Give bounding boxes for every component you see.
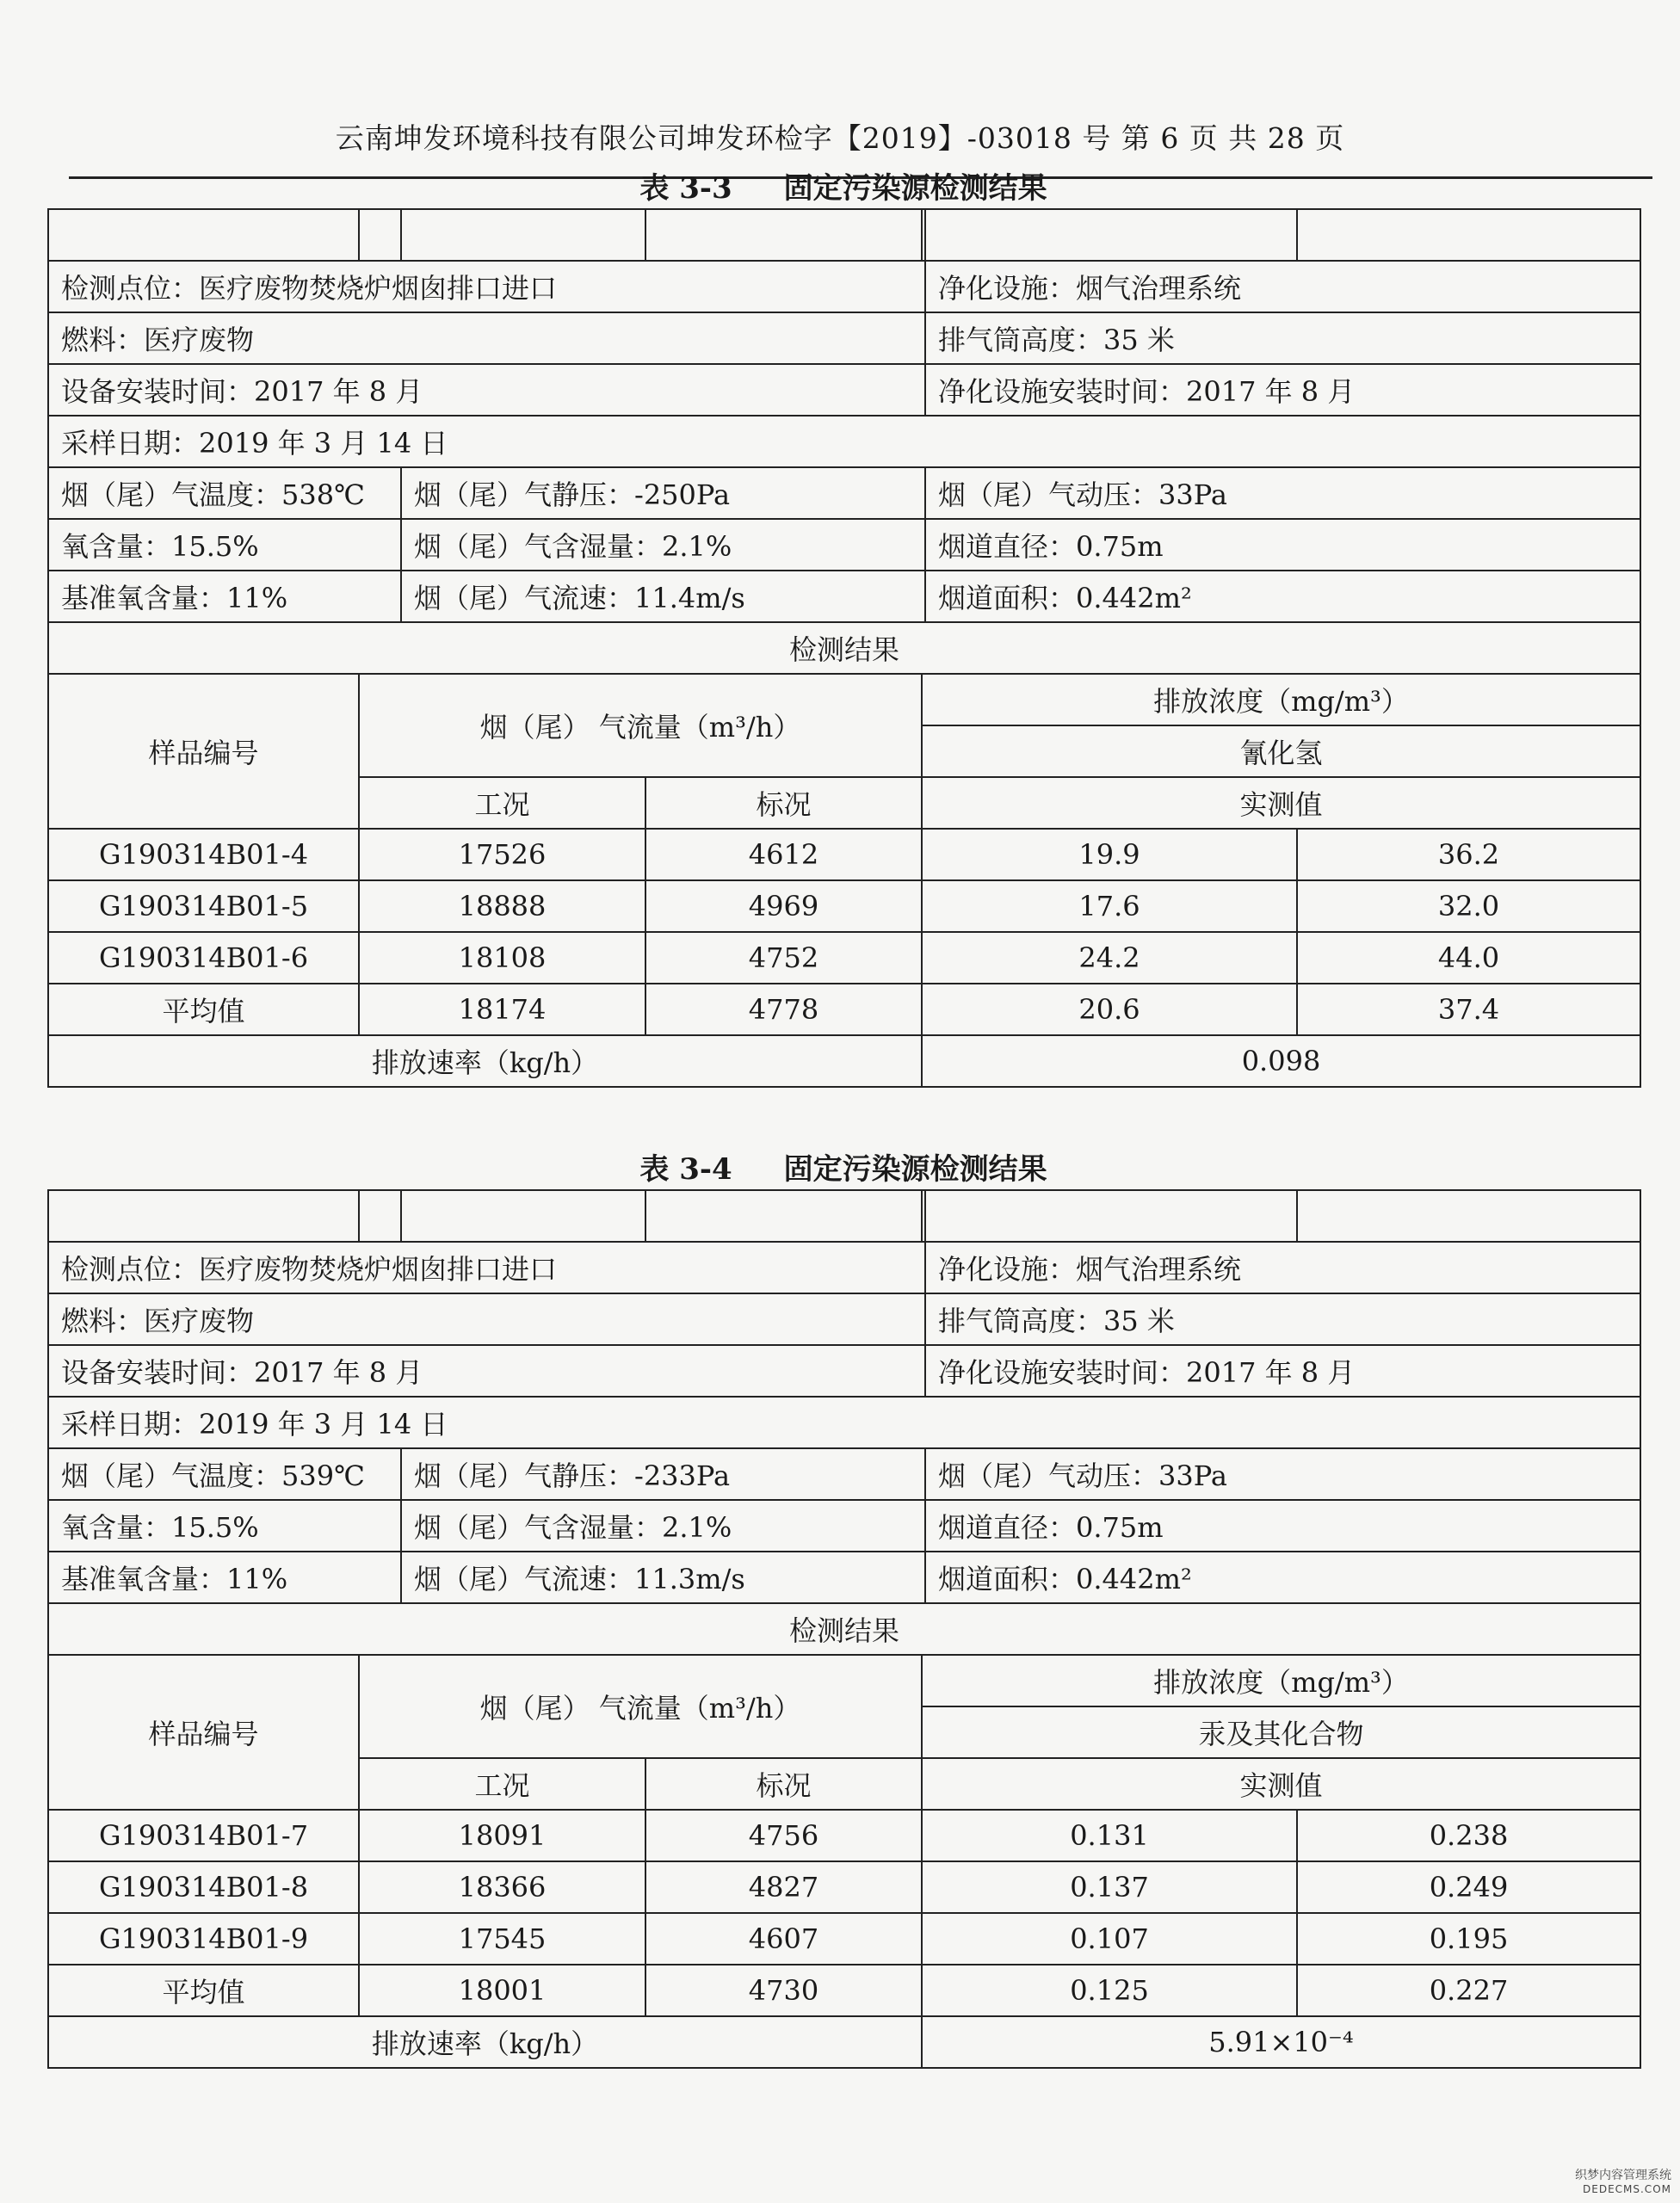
emission-rate-value: 0.098 <box>922 1035 1640 1087</box>
table-3-4-block <box>47 1150 1640 2069</box>
info-oxygen: 氧含量：15.5% <box>48 1500 401 1552</box>
info-ref-oxygen: 基准氧含量：11% <box>48 571 401 622</box>
info-fuel: 燃料：医疗废物 <box>48 1293 925 1345</box>
col-work-condition: 工况 <box>359 777 645 829</box>
info-dynamic-pressure: 烟（尾）气动压：33Pa <box>925 1448 1640 1500</box>
std-flow-cell: 4778 <box>645 984 922 1035</box>
sample-id-cell: G190314B01-8 <box>48 1861 359 1913</box>
results-label-row <box>48 1603 1640 1655</box>
info-point: 检测点位：医疗废物焚烧炉烟囱排口进口 <box>48 1242 925 1293</box>
info-diameter: 烟道直径：0.75m <box>925 519 1640 571</box>
info-row <box>48 571 1640 622</box>
info-row <box>48 1293 1640 1345</box>
sample-id-cell: G190314B01-6 <box>48 932 359 984</box>
info-area: 烟道面积：0.442m² <box>925 571 1640 622</box>
table-title-text: 固定污染源检测结果 <box>783 1152 1047 1187</box>
col-standard-condition: 标况 <box>645 777 922 829</box>
info-stack-height: 排气筒高度：35 米 <box>925 1293 1640 1345</box>
col-sample-id: 样品编号 <box>48 1655 359 1810</box>
info-diameter: 烟道直径：0.75m <box>925 1500 1640 1552</box>
std-flow-cell: 4752 <box>645 932 922 984</box>
converted-cell: 37.4 <box>1297 984 1640 1035</box>
table-row <box>48 880 1640 932</box>
rate-row <box>48 1035 1640 1087</box>
info-temp: 烟（尾）气温度：538℃ <box>48 467 401 519</box>
emission-rate-value: 5.91×10⁻⁴ <box>922 2016 1640 2068</box>
sample-id-cell: G190314B01-4 <box>48 829 359 880</box>
watermark-line2: DEDECMS.COM <box>1583 2183 1671 2195</box>
info-facility: 净化设施：烟气治理系统 <box>925 261 1640 312</box>
info-facility-install: 净化设施安装时间：2017 年 8 月 <box>925 1345 1640 1397</box>
info-moisture: 烟（尾）气含湿量：2.1% <box>401 519 925 571</box>
sample-id-cell: 平均值 <box>48 984 359 1035</box>
result-table <box>47 1189 1641 2069</box>
col-pollutant: 汞及其化合物 <box>922 1706 1640 1758</box>
info-stack-height: 排气筒高度：35 米 <box>925 312 1640 364</box>
measured-cell: 0.125 <box>922 1965 1297 2016</box>
info-row <box>48 1552 1640 1603</box>
info-sample-date: 采样日期：2019 年 3 月 14 日 <box>48 416 1640 467</box>
info-moisture: 烟（尾）气含湿量：2.1% <box>401 1500 925 1552</box>
work-flow-cell: 18888 <box>359 880 645 932</box>
info-install-time: 设备安装时间：2017 年 8 月 <box>48 1345 925 1397</box>
info-row <box>48 1397 1640 1448</box>
rate-row <box>48 2016 1640 2068</box>
results-label: 检测结果 <box>48 1603 1640 1655</box>
table-row <box>48 829 1640 880</box>
table-row <box>48 1861 1640 1913</box>
col-flow: 烟（尾） 气流量（m³/h） <box>359 674 922 777</box>
table-row <box>48 1965 1640 2016</box>
table-row <box>48 932 1640 984</box>
info-row <box>48 519 1640 571</box>
info-row <box>48 261 1640 312</box>
converted-cell: 0.227 <box>1297 1965 1640 2016</box>
table-row <box>48 984 1640 1035</box>
col-concentration: 排放浓度（mg/m³） <box>922 674 1640 725</box>
result-table <box>47 208 1641 1088</box>
std-flow-cell: 4730 <box>645 1965 922 2016</box>
table-title <box>47 169 1640 208</box>
info-row <box>48 467 1640 519</box>
converted-cell: 32.0 <box>1297 880 1640 932</box>
info-fuel: 燃料：医疗废物 <box>48 312 925 364</box>
table-number: 表 3-3 <box>639 171 732 206</box>
std-flow-cell: 4827 <box>645 1861 922 1913</box>
info-row <box>48 312 1640 364</box>
sample-id-cell: G190314B01-7 <box>48 1810 359 1861</box>
info-dynamic-pressure: 烟（尾）气动压：33Pa <box>925 467 1640 519</box>
info-point: 检测点位：医疗废物焚烧炉烟囱排口进口 <box>48 261 925 312</box>
col-work-condition: 工况 <box>359 1758 645 1810</box>
info-facility-install: 净化设施安装时间：2017 年 8 月 <box>925 364 1640 416</box>
col-flow: 烟（尾） 气流量（m³/h） <box>359 1655 922 1758</box>
converted-cell: 0.249 <box>1297 1861 1640 1913</box>
table-title <box>47 1150 1640 1189</box>
header-row <box>48 674 1640 725</box>
converted-cell: 0.238 <box>1297 1810 1640 1861</box>
std-flow-cell: 4612 <box>645 829 922 880</box>
results-label-row <box>48 622 1640 674</box>
info-row <box>48 416 1640 467</box>
info-temp: 烟（尾）气温度：539℃ <box>48 1448 401 1500</box>
results-label: 检测结果 <box>48 622 1640 674</box>
std-flow-cell: 4969 <box>645 880 922 932</box>
info-row <box>48 364 1640 416</box>
converted-cell: 36.2 <box>1297 829 1640 880</box>
info-static-pressure: 烟（尾）气静压：-250Pa <box>401 467 925 519</box>
measured-cell: 17.6 <box>922 880 1297 932</box>
sample-id-cell: 平均值 <box>48 1965 359 2016</box>
info-facility: 净化设施：烟气治理系统 <box>925 1242 1640 1293</box>
table-3-3-block <box>47 169 1640 1088</box>
watermark <box>1575 2169 1671 2196</box>
emission-rate-label: 排放速率（kg/h） <box>48 2016 922 2068</box>
table-number: 表 3-4 <box>639 1152 732 1187</box>
info-velocity: 烟（尾）气流速：11.3m/s <box>401 1552 925 1603</box>
measured-cell: 24.2 <box>922 932 1297 984</box>
info-ref-oxygen: 基准氧含量：11% <box>48 1552 401 1603</box>
info-row <box>48 1242 1640 1293</box>
std-flow-cell: 4607 <box>645 1913 922 1965</box>
col-measured: 实测值 <box>922 777 1640 829</box>
work-flow-cell: 18174 <box>359 984 645 1035</box>
work-flow-cell: 17526 <box>359 829 645 880</box>
measured-cell: 0.131 <box>922 1810 1297 1861</box>
info-sample-date: 采样日期：2019 年 3 月 14 日 <box>48 1397 1640 1448</box>
work-flow-cell: 18091 <box>359 1810 645 1861</box>
table-title-text: 固定污染源检测结果 <box>783 171 1047 206</box>
col-sample-id: 样品编号 <box>48 674 359 829</box>
info-install-time: 设备安装时间：2017 年 8 月 <box>48 364 925 416</box>
info-velocity: 烟（尾）气流速：11.4m/s <box>401 571 925 622</box>
measured-cell: 20.6 <box>922 984 1297 1035</box>
work-flow-cell: 18001 <box>359 1965 645 2016</box>
info-static-pressure: 烟（尾）气静压：-233Pa <box>401 1448 925 1500</box>
work-flow-cell: 18366 <box>359 1861 645 1913</box>
info-row <box>48 1500 1640 1552</box>
measured-cell: 0.137 <box>922 1861 1297 1913</box>
emission-rate-label: 排放速率（kg/h） <box>48 1035 922 1087</box>
table-row <box>48 1913 1640 1965</box>
page-header: 云南坤发环境科技有限公司坤发环检字【2019】-03018 号 第 6 页 共 28 页 <box>335 121 1345 155</box>
header-row <box>48 1655 1640 1706</box>
col-standard-condition: 标况 <box>645 1758 922 1810</box>
col-measured: 实测值 <box>922 1758 1640 1810</box>
info-oxygen: 氧含量：15.5% <box>48 519 401 571</box>
std-flow-cell: 4756 <box>645 1810 922 1861</box>
converted-cell: 44.0 <box>1297 932 1640 984</box>
info-row <box>48 1345 1640 1397</box>
col-pollutant: 氰化氢 <box>922 725 1640 777</box>
info-area: 烟道面积：0.442m² <box>925 1552 1640 1603</box>
work-flow-cell: 17545 <box>359 1913 645 1965</box>
col-concentration: 排放浓度（mg/m³） <box>922 1655 1640 1706</box>
watermark-line1: 织梦内容管理系统 <box>1575 2169 1671 2182</box>
info-row <box>48 1448 1640 1500</box>
converted-cell: 0.195 <box>1297 1913 1640 1965</box>
sample-id-cell: G190314B01-5 <box>48 880 359 932</box>
sample-id-cell: G190314B01-9 <box>48 1913 359 1965</box>
work-flow-cell: 18108 <box>359 932 645 984</box>
table-row <box>48 1810 1640 1861</box>
measured-cell: 19.9 <box>922 829 1297 880</box>
measured-cell: 0.107 <box>922 1913 1297 1965</box>
